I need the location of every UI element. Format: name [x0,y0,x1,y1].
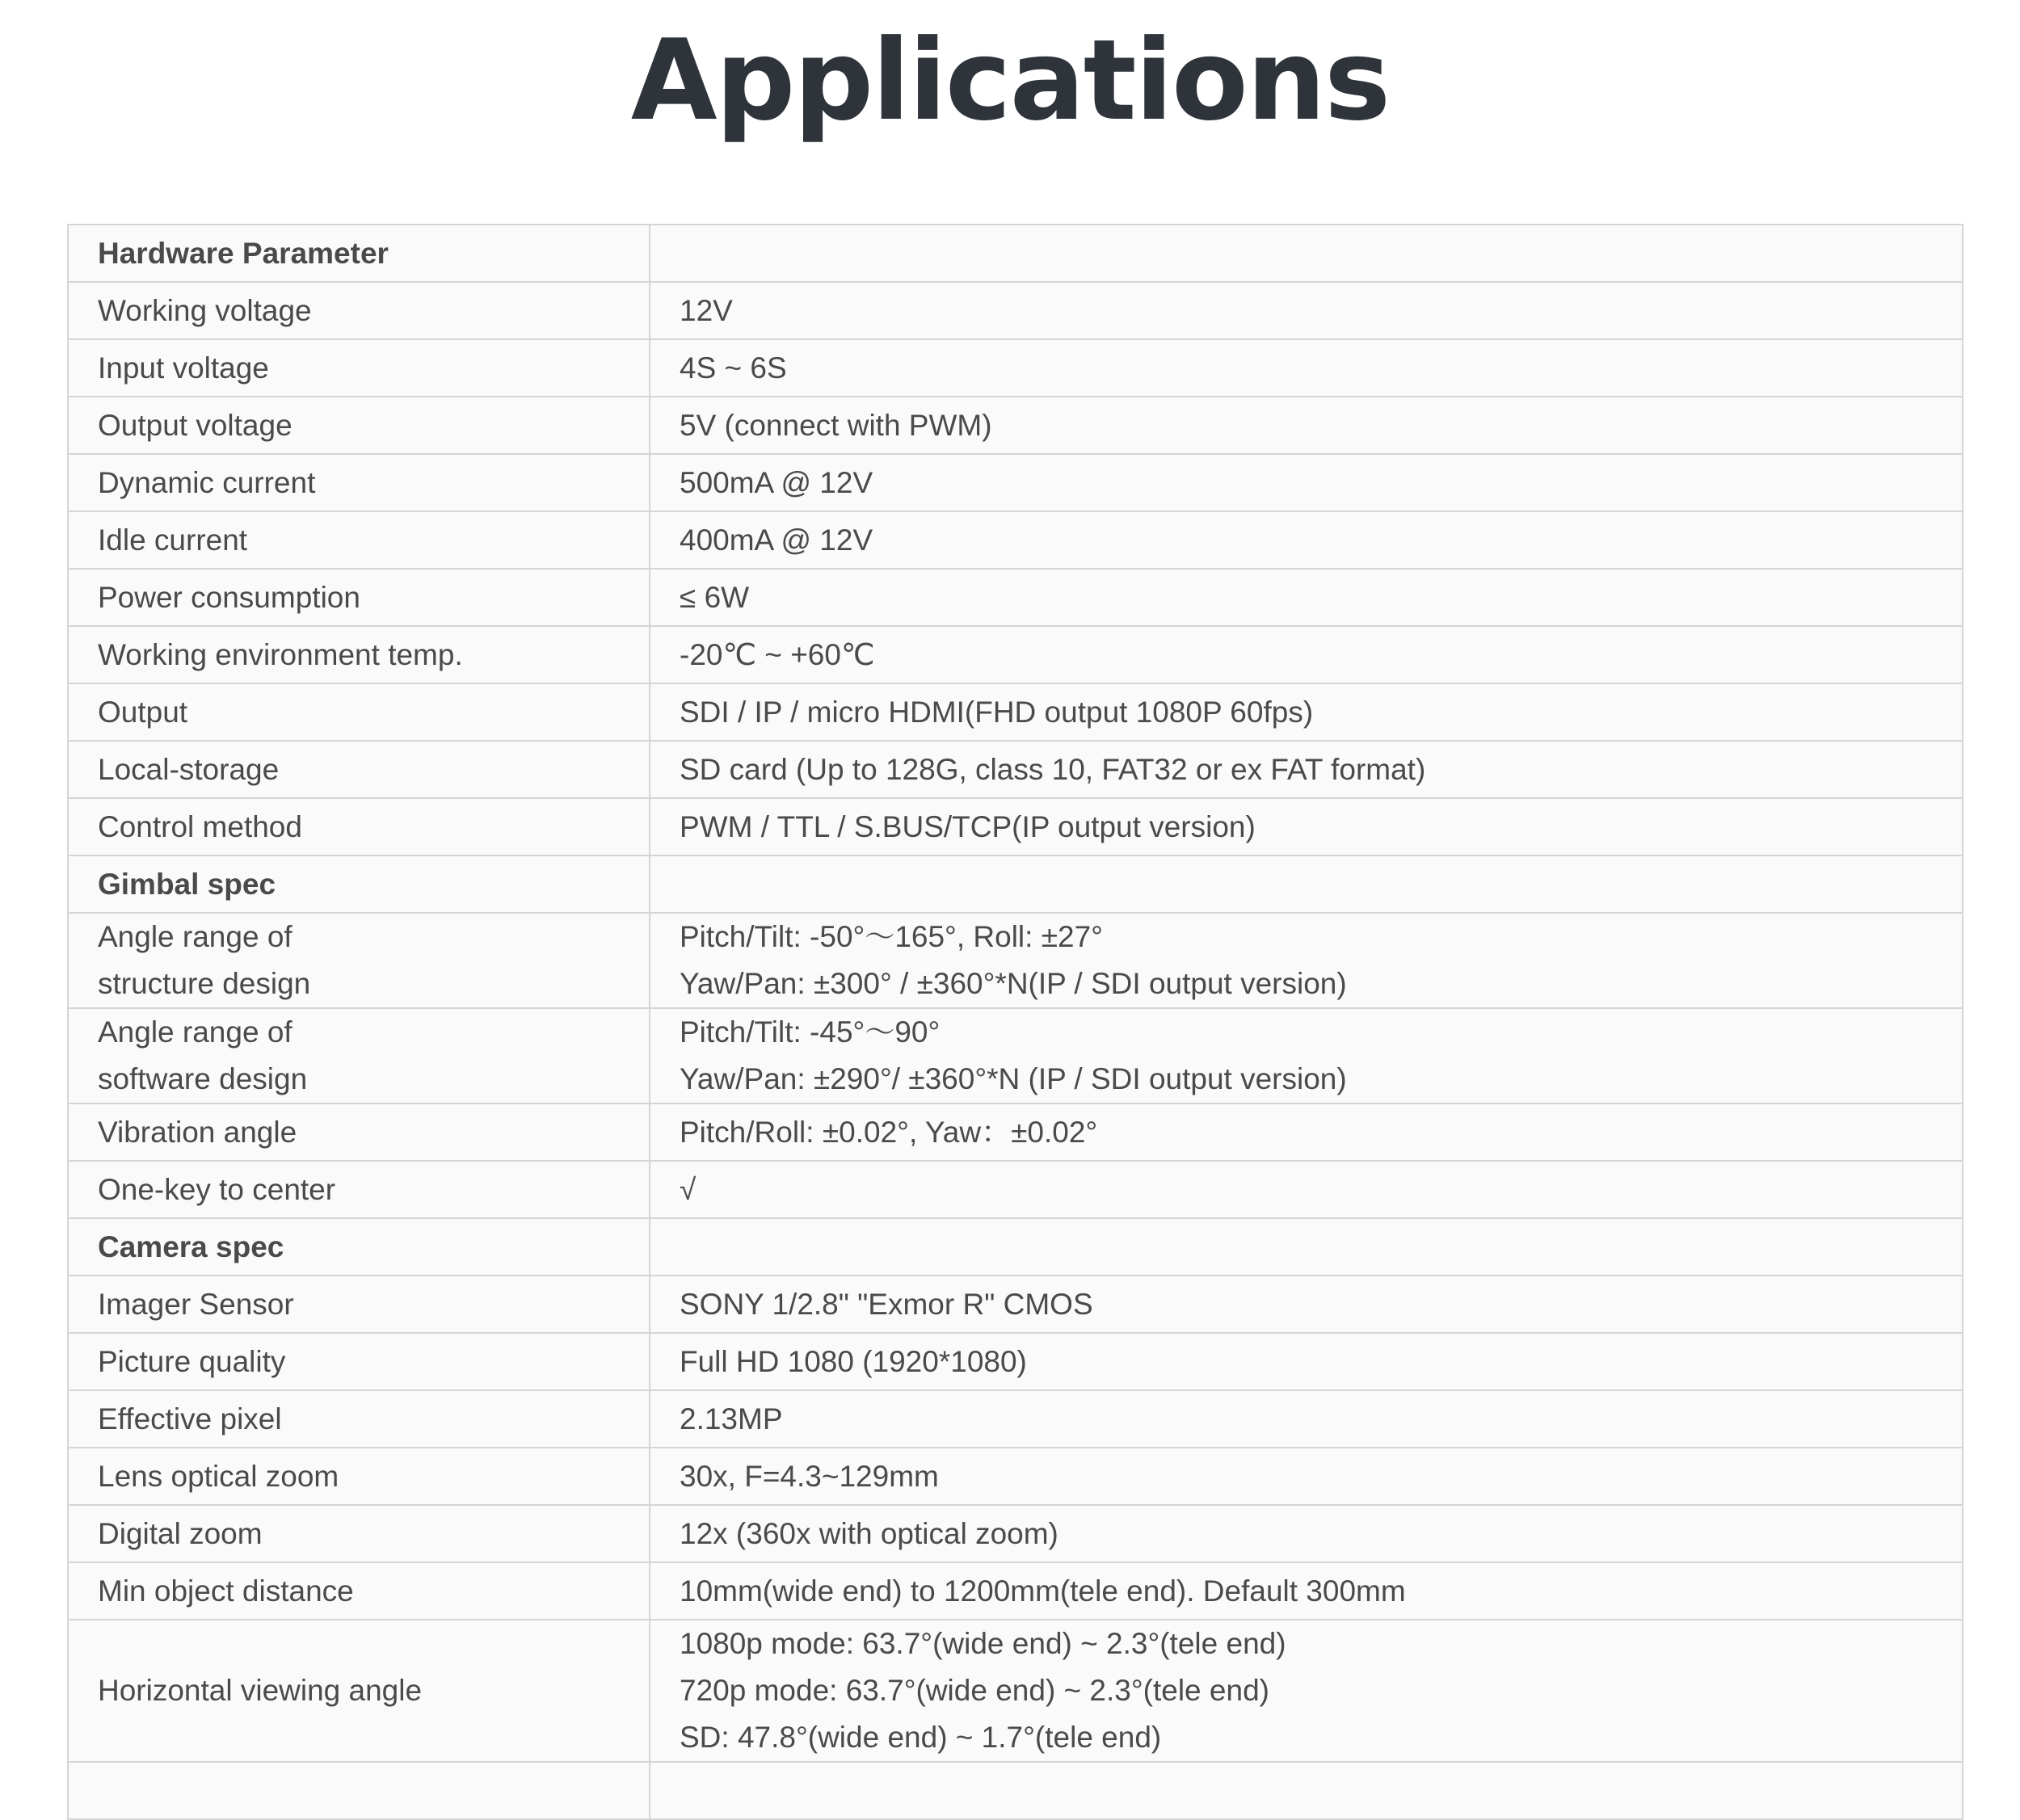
parameter-name-cell [68,798,650,855]
parameter-value-cell [650,1448,1963,1505]
parameter-name-cell [68,1390,650,1448]
parameter-value-line: SD: 47.8°(wide end) ~ 1.7°(tele end) [680,1721,1162,1754]
parameter-name-line: Digital zoom [98,1516,263,1550]
table-row [68,1333,1963,1390]
parameter-value-cell [650,225,1963,282]
parameter-value-cell [650,282,1963,339]
parameter-name-line: Min object distance [98,1574,354,1608]
parameter-name-line: Lens optical zoom [98,1459,339,1493]
parameter-name-cell [68,741,650,798]
spec-table [67,224,1963,1820]
table-row [68,683,1963,741]
table-row [68,1505,1963,1562]
parameter-value-cell [650,626,1963,683]
parameter-name-cell [68,1448,650,1505]
table-row [68,511,1963,569]
parameter-value-line: 4S ~ 6S [680,351,787,385]
parameter-value-line: 5V (connect with PWM) [680,408,992,442]
parameter-name-line: Hardware Parameter [98,236,389,270]
parameter-value-line: Yaw/Pan: ±290°/ ±360°*N (IP / SDI output version) [680,1062,1347,1095]
parameter-value-line: 30x, F=4.3~129mm [680,1459,939,1493]
table-row [68,1562,1963,1620]
section-header-row [68,1218,1963,1276]
parameter-value-line: 2.13MP [680,1402,783,1435]
parameter-name-cell [68,913,650,1008]
section-title-cell [68,225,650,282]
parameter-name-line: Input voltage [98,351,269,385]
table-row [68,397,1963,454]
parameter-value-line: 400mA @ 12V [680,523,873,557]
parameter-name-cell [68,1103,650,1161]
table-row [68,913,1963,1008]
parameter-name-line: Dynamic current [98,465,316,499]
parameter-value-cell [650,339,1963,397]
parameter-value-line: SONY 1/2.8" "Exmor R" CMOS [680,1287,1093,1321]
parameter-value-line: ≤ 6W [680,580,750,614]
parameter-value-line: Pitch/Tilt: -45°～90° [680,1015,941,1049]
parameter-value-line: 10mm(wide end) to 1200mm(tele end). Default 300mm [680,1574,1406,1608]
parameter-name-cell [68,1161,650,1218]
parameter-name-line: Angle range of [98,1015,292,1049]
parameter-value-line: PWM / TTL / S.BUS/TCP(IP output version) [680,809,1256,843]
parameter-name-cell [68,1505,650,1562]
parameter-value-cell [650,741,1963,798]
parameter-name-line: Output [98,695,188,729]
parameter-name-line: Working environment temp. [98,637,463,671]
parameter-name-line: Vibration angle [98,1115,297,1149]
parameter-name-line: Gimbal spec [98,867,276,901]
parameter-name-line: Angle range of [98,920,292,953]
parameter-value-line: 1080p mode: 63.7°(wide end) ~ 2.3°(tele end) [680,1627,1286,1660]
parameter-value-cell [650,1562,1963,1620]
parameter-value-line: 720p mode: 63.7°(wide end) ~ 2.3°(tele end) [680,1674,1269,1707]
parameter-value-cell [650,1276,1963,1333]
parameter-name-cell [68,454,650,511]
parameter-name-cell [68,1333,650,1390]
parameter-name-cell [68,282,650,339]
parameter-name-line: Control method [98,809,302,843]
page-title: Applications [630,15,1390,145]
parameter-name-line: Effective pixel [98,1402,282,1435]
parameter-value-cell [650,1161,1963,1218]
parameter-name-cell [68,1620,650,1762]
parameter-value-line: Pitch/Tilt: -50°～165°, Roll: ±27° [680,920,1103,953]
parameter-value-line: -20℃ ~ +60℃ [680,637,875,671]
parameter-value-cell [650,855,1963,913]
parameter-value-cell [650,1103,1963,1161]
parameter-name-cell [68,1008,650,1103]
parameter-value-cell [650,1620,1963,1762]
table-row [68,282,1963,339]
parameter-name-line: Horizontal viewing angle [98,1674,423,1707]
parameter-value-cell [650,1390,1963,1448]
table-row [68,454,1963,511]
spec-table-body [68,225,1963,1819]
parameter-name-cell [68,1762,650,1819]
parameter-value-cell [650,913,1963,1008]
parameter-name-line: Power consumption [98,580,360,614]
parameter-name-line: Picture quality [98,1344,286,1378]
table-row [68,1762,1963,1819]
parameter-value-line: Yaw/Pan: ±300° / ±360°*N(IP / SDI output version) [680,967,1347,1000]
parameter-value-cell [650,511,1963,569]
parameter-value-cell [650,1218,1963,1276]
parameter-name-cell [68,683,650,741]
table-row [68,1448,1963,1505]
table-row [68,1161,1963,1218]
parameter-name-cell [68,339,650,397]
parameter-value-cell [650,1762,1963,1819]
section-title-cell [68,855,650,913]
parameter-value-cell [650,569,1963,626]
parameter-name-line: Idle current [98,523,248,557]
parameter-value-cell [650,454,1963,511]
parameter-name-cell [68,397,650,454]
parameter-value-line: 12x (360x with optical zoom) [680,1516,1058,1550]
table-row [68,1276,1963,1333]
parameter-value-cell [650,798,1963,855]
parameter-value-line: Pitch/Roll: ±0.02°, Yaw：±0.02° [680,1115,1098,1149]
table-row [68,1103,1963,1161]
table-row [68,798,1963,855]
parameter-value-line: 12V [680,293,733,327]
table-row [68,1390,1963,1448]
parameter-name-line: Working voltage [98,293,312,327]
parameter-value-line: SDI / IP / micro HDMI(FHD output 1080P 60fps) [680,695,1314,729]
parameter-value-line: Full HD 1080 (1920*1080) [680,1344,1027,1378]
table-row [68,626,1963,683]
parameter-value-cell [650,1505,1963,1562]
parameter-name-cell [68,511,650,569]
table-row [68,741,1963,798]
parameter-value-line: SD card (Up to 128G, class 10, FAT32 or ex FAT format) [680,752,1426,786]
parameter-value-cell [650,683,1963,741]
parameter-name-line: structure design [98,967,311,1000]
parameter-name-line: Camera spec [98,1229,284,1263]
parameter-name-line: Local-storage [98,752,280,786]
table-row [68,339,1963,397]
parameter-value-cell [650,397,1963,454]
parameter-name-line: software design [98,1062,308,1095]
table-row [68,1008,1963,1103]
section-title-cell [68,1218,650,1276]
parameter-name-line: Output voltage [98,408,292,442]
table-row [68,569,1963,626]
parameter-value-line: √ [680,1172,696,1206]
parameter-value-cell [650,1008,1963,1103]
section-header-row [68,855,1963,913]
parameter-name-line: Imager Sensor [98,1287,294,1321]
table-row [68,1620,1963,1762]
section-header-row [68,225,1963,282]
parameter-name-cell [68,626,650,683]
parameter-name-cell [68,569,650,626]
parameter-name-cell [68,1276,650,1333]
parameter-name-cell [68,1562,650,1620]
parameter-value-line: 500mA @ 12V [680,465,873,499]
parameter-name-line: One-key to center [98,1172,336,1206]
parameter-value-cell [650,1333,1963,1390]
